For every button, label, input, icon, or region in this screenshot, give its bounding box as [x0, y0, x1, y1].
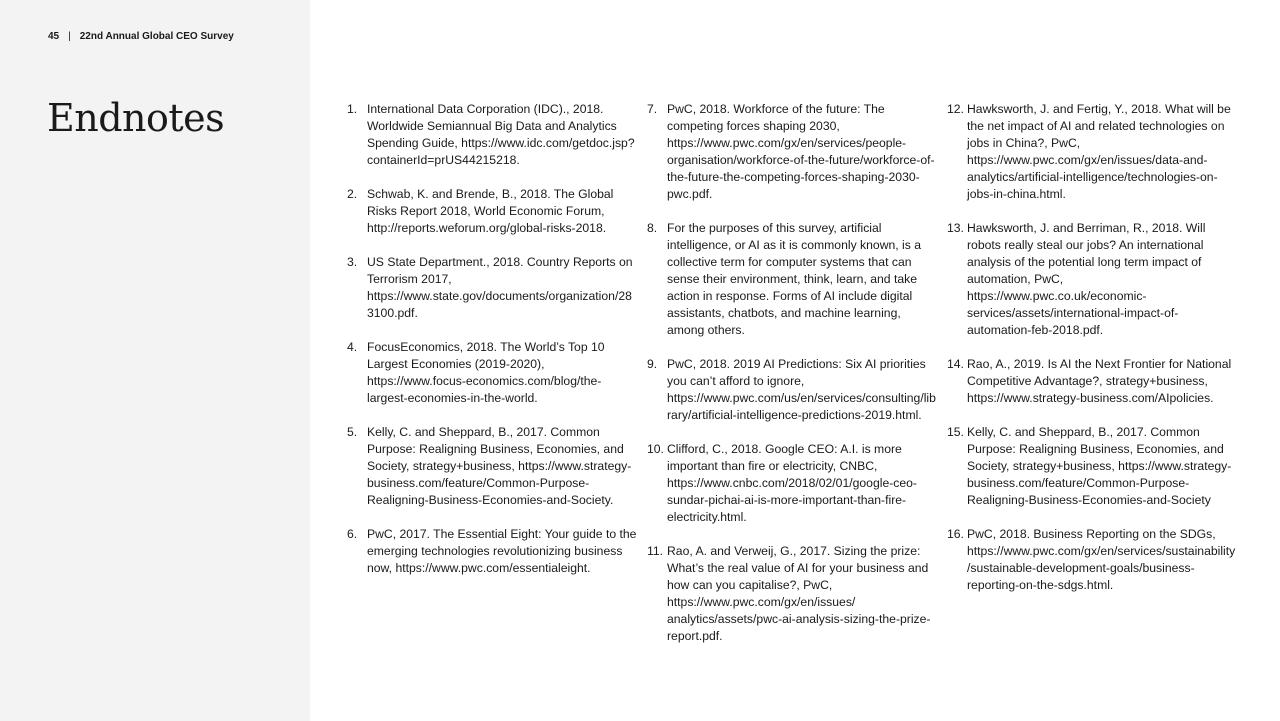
endnote-text: US State Department., 2018. Country Reports on Terrorism 2017, https://www.state.gov/documents/organization/283100.pdf.: [367, 255, 633, 320]
endnote-text: PwC, 2018. 2019 AI Predictions: Six AI priorities you can’t afford to ignore, https://www.pwc.com/us/en/services/consulting/library/artificial-intelligence-predictions-2019.html.: [667, 357, 936, 422]
endnote-number: 4.: [347, 340, 358, 354]
endnote-number: 13.: [947, 221, 964, 235]
endnote-number: 6.: [347, 527, 358, 541]
endnote-text: Hawksworth, J. and Fertig, Y., 2018. What will be the net impact of AI and related technologies on jobs in China?, PwC, https://www.pwc.com/gx/en/issues/data-and-analytics/artificial-intelligence/technologies-on-jobs-in-china.html.: [967, 102, 1231, 201]
endnote-item: [347, 526, 637, 577]
page-title: Endnotes: [47, 96, 225, 140]
endnote-item: [347, 186, 637, 237]
endnote-item: [947, 424, 1237, 509]
endnotes-column-1: [347, 101, 637, 594]
endnote-number: 8.: [647, 221, 658, 235]
endnote-text: Rao, A. and Verweij, G., 2017. Sizing the prize: What’s the real value of AI for your business and how can you capitalise?, PwC, https://www.pwc.com/gx/en/issues/ analytics/assets/pwc-ai-analysis-sizing-the-prize-report.pdf.: [667, 544, 931, 643]
endnote-text: PwC, 2017. The Essential Eight: Your guide to the emerging technologies revolutionizing business now, https://www.pwc.com/essentialeight.: [367, 527, 637, 575]
endnote-item: [647, 356, 937, 424]
endnote-text: PwC, 2018. Workforce of the future: The competing forces shaping 2030, https://www.pwc.com/gx/en/services/people-organisation/workforce-of-the-future/workforce-of-the-future-the-competing-forces-shaping-2030-pwc.pdf.: [667, 102, 935, 201]
sidebar-panel: [0, 0, 310, 721]
endnote-number: 16.: [947, 527, 964, 541]
endnote-text: FocusEconomics, 2018. The World’s Top 10 Largest Economies (2019-2020), https://www.focus-economics.com/blog/the-largest-economies-in-the-world.: [367, 340, 605, 405]
endnote-number: 10.: [647, 442, 664, 456]
endnote-number: 14.: [947, 357, 964, 371]
endnote-text: For the purposes of this survey, artificial intelligence, or AI as it is commonly known, is a collective term for computer systems that can sense their environment, think, learn, and take action in response. Forms of AI include digital assistants, chatbots, and machine learning, among others.: [667, 221, 922, 337]
endnote-number: 15.: [947, 425, 964, 439]
endnote-item: [947, 356, 1237, 407]
endnote-item: [647, 101, 937, 203]
endnote-item: [947, 526, 1237, 594]
endnote-item: [947, 220, 1237, 339]
endnote-text: PwC, 2018. Business Reporting on the SDGs, https://www.pwc.com/gx/en/services/sustainability/sustainable-development-goals/business-reporting-on-the-sdgs.html.: [967, 527, 1236, 592]
report-title: 22nd Annual Global CEO Survey: [79, 31, 234, 42]
page-header: [48, 31, 234, 42]
endnote-text: Hawksworth, J. and Berriman, R., 2018. Will robots really steal our jobs? An international analysis of the potential long term impact of automation, PwC, https://www.pwc.co.uk/economic-services/assets/international-impact-of-automation-feb-2018.pdf.: [967, 221, 1206, 337]
endnote-item: [647, 220, 937, 339]
endnote-text: Rao, A., 2019. Is AI the Next Frontier for National Competitive Advantage?, strategy+business, https://www.strategy-business.com/AIpolicies.: [967, 357, 1232, 405]
endnote-number: 7.: [647, 102, 658, 116]
endnote-number: 2.: [347, 187, 358, 201]
endnote-text: Kelly, C. and Sheppard, B., 2017. Common Purpose: Realigning Business, Economies, and Society, strategy+business, https://www.strategy-business.com/feature/Common-Purpose-Realigning-Business-Economies-and-Society: [967, 425, 1232, 507]
endnote-text: Kelly, C. and Sheppard, B., 2017. Common Purpose: Realigning Business, Economies, and Society, strategy+business, https://www.strategy-business.com/feature/Common-Purpose-Realigning-Business-Economies-and-Society.: [367, 425, 632, 507]
endnote-item: [947, 101, 1237, 203]
endnote-number: 1.: [347, 102, 358, 116]
endnote-item: [347, 254, 637, 322]
endnote-text: Schwab, K. and Brende, B., 2018. The Global Risks Report 2018, World Economic Forum, http://reports.weforum.org/global-risks-2018.: [367, 187, 614, 235]
endnote-number: 11.: [647, 544, 664, 558]
endnote-item: [347, 339, 637, 407]
endnote-number: 12.: [947, 102, 964, 116]
endnote-item: [647, 543, 937, 645]
endnote-item: [347, 424, 637, 509]
endnote-number: 9.: [647, 357, 658, 371]
header-separator: |: [68, 31, 71, 42]
endnote-number: 5.: [347, 425, 358, 439]
endnote-number: 3.: [347, 255, 358, 269]
endnotes-column-2: [647, 101, 937, 662]
endnote-text: Clifford, C., 2018. Google CEO: A.I. is more important than fire or electricity, CNBC, https://www.cnbc.com/2018/02/01/google-ceo-sundar-pichai-ai-is-more-important-than-fire-electricity.html.: [667, 442, 917, 524]
endnote-item: [347, 101, 637, 169]
endnote-item: [647, 441, 937, 526]
page-number: 45: [48, 31, 60, 42]
endnotes-column-3: [947, 101, 1237, 611]
endnote-text: International Data Corporation (IDC)., 2018. Worldwide Semiannual Big Data and Analytics Spending Guide, https://www.idc.com/getdoc.jsp?containerId=prUS44215218.: [367, 102, 635, 167]
